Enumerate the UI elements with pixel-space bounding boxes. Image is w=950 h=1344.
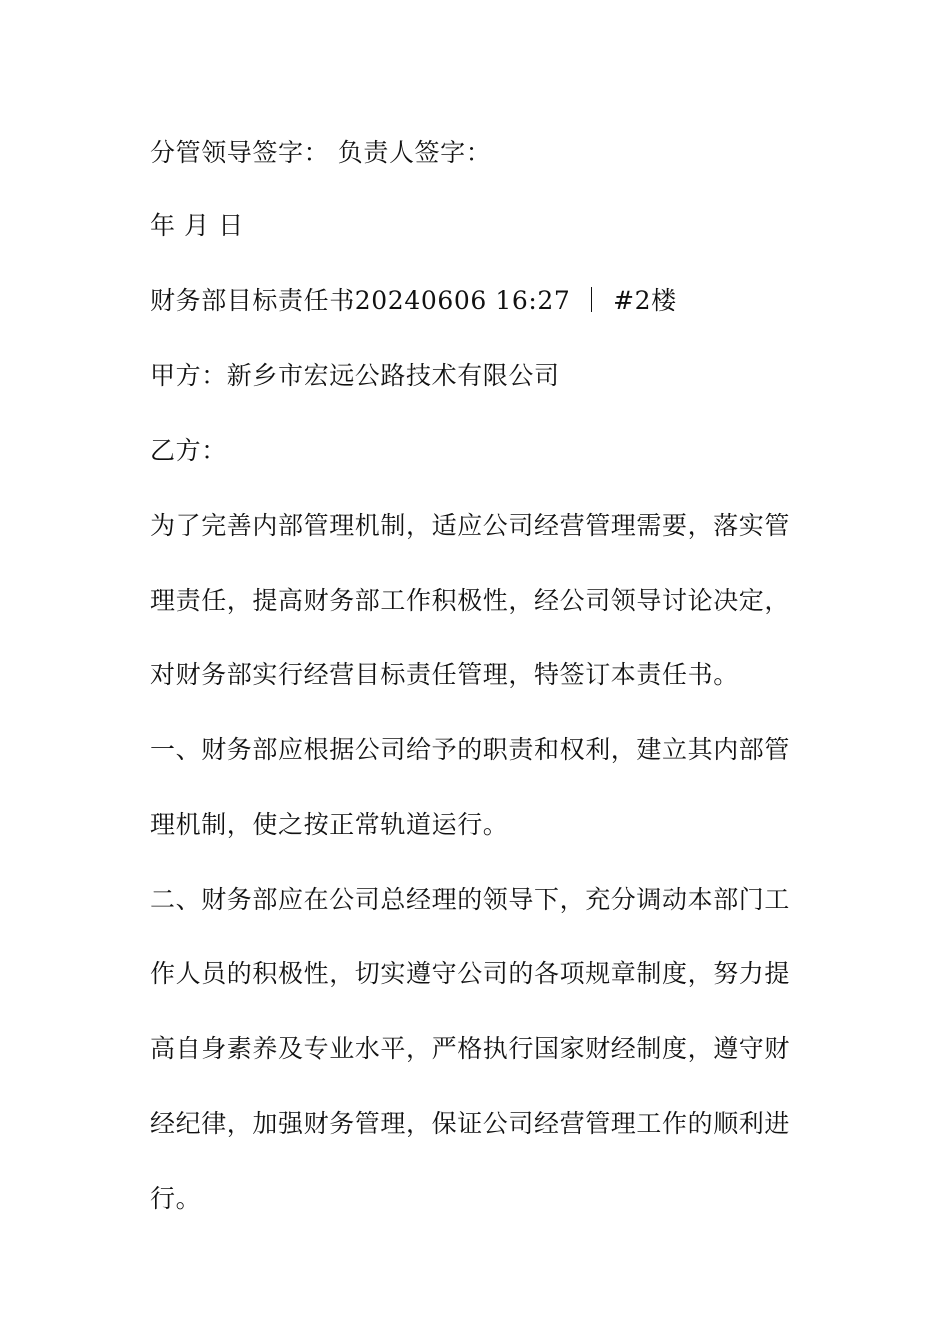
paragraph-line: 理责任，提高财务部工作积极性，经公司领导讨论决定，: [150, 586, 791, 615]
date-line: 年 月 日: [150, 211, 244, 240]
paragraph-line: 理机制，使之按正常轨道运行。: [150, 810, 509, 839]
paragraph-line: 为了完善内部管理机制，适应公司经营管理需要，落实管: [150, 511, 791, 540]
post-header-line: 财务部目标责任书20240606 16:27 ｜ #2楼: [150, 286, 677, 315]
paragraph-line: 行。: [150, 1184, 202, 1213]
paragraph-line: 经纪律，加强财务管理，保证公司经营管理工作的顺利进: [150, 1109, 791, 1138]
paragraph-line: 对财务部实行经营目标责任管理，特签订本责任书。: [150, 660, 739, 689]
paragraph-line: 作人员的积极性，切实遵守公司的各项规章制度，努力提: [150, 959, 791, 988]
paragraph-line: 高自身素养及专业水平，严格执行国家财经制度，遵守财: [150, 1034, 791, 1063]
paragraph-line: 一、财务部应根据公司给予的职责和权利，建立其内部管: [150, 735, 791, 764]
party-a-line: 甲方：新乡市宏远公路技术有限公司: [150, 361, 560, 390]
party-b-line: 乙方：: [150, 436, 227, 465]
signature-line: 分管领导签字： 负责人签字：: [150, 138, 492, 167]
paragraph-line: 二、财务部应在公司总经理的领导下，充分调动本部门工: [150, 885, 791, 914]
